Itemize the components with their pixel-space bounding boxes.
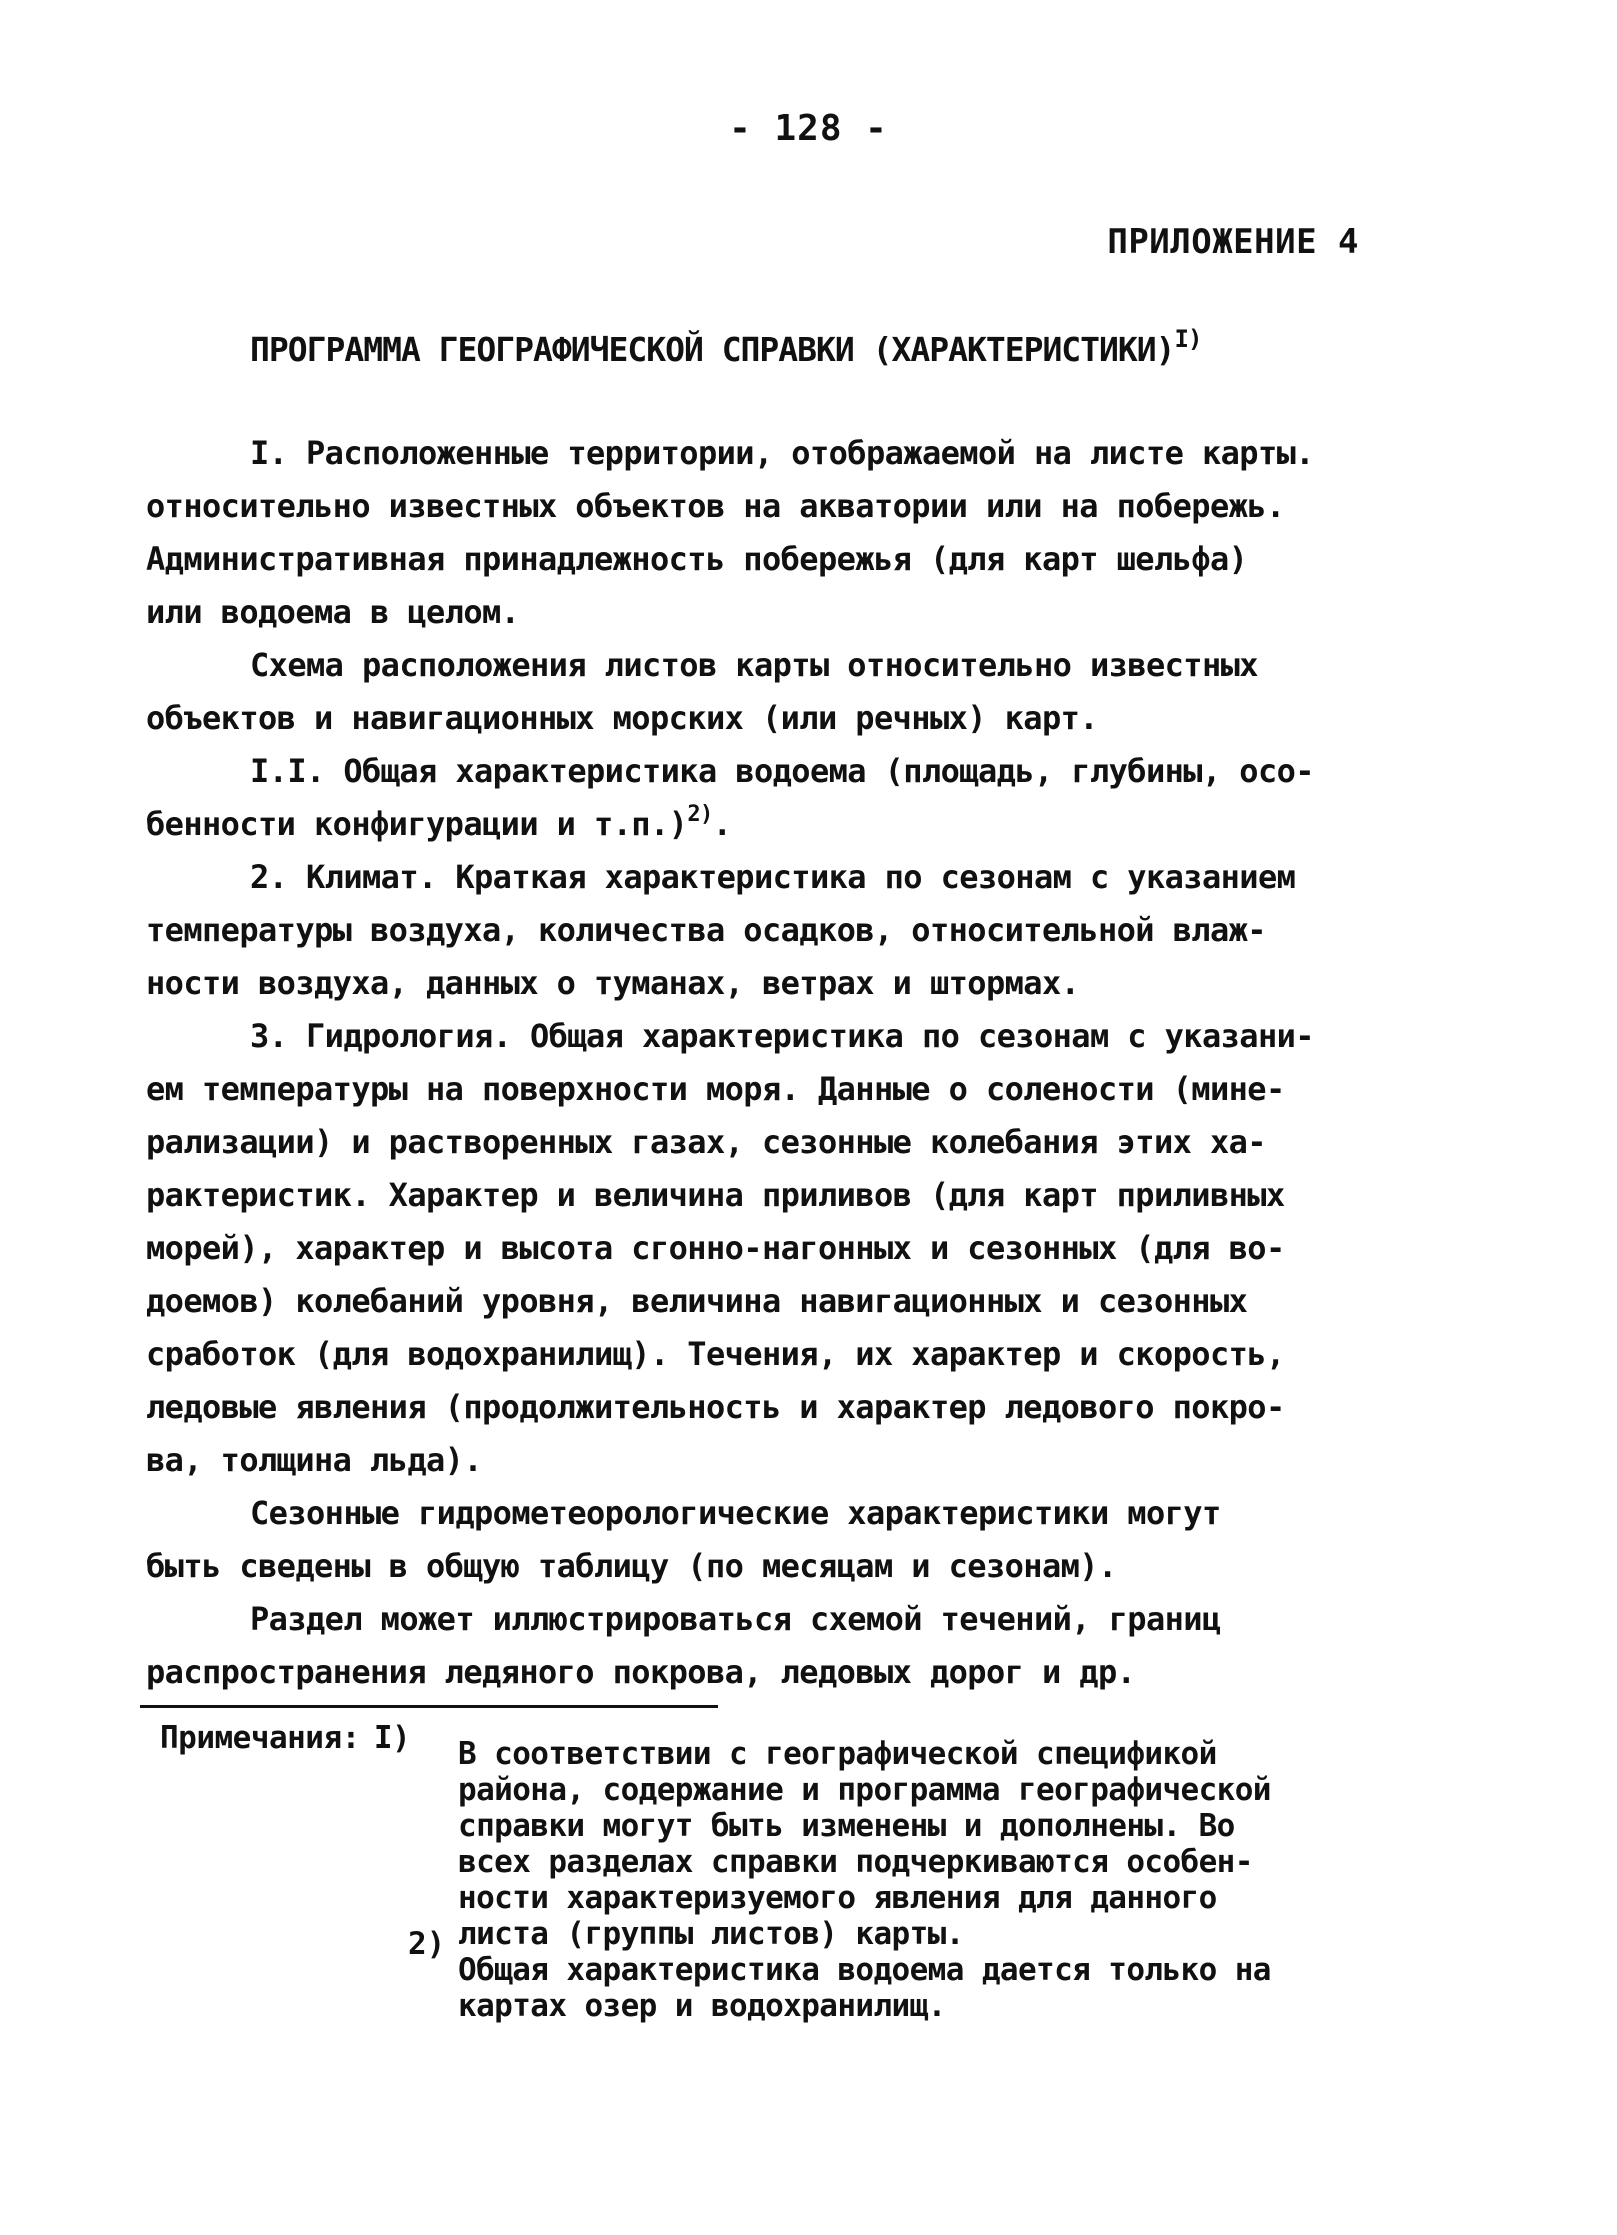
paragraph-3-end: . [712,805,732,843]
paragraph-5-line: ем температуры на поверхности моря. Данные о солености (мине- [146,1070,1285,1108]
page-number: - 128 - [729,108,888,149]
paragraph-3-text: бенности конфигурации и т.п.) [146,805,688,843]
paragraph-3-line: I.I. Общая характеристика водоема (площадь, глубины, осо- [250,752,1314,790]
paragraph-1-line: Административная принадлежность побережья (для карт шельфа) [146,540,1248,578]
paragraph-5-line: доемов) колебаний уровня, величина навигационных и сезонных [146,1282,1248,1320]
title-footnote-mark: I) [1174,325,1202,353]
note-1-line: справки могут быть изменены и дополнены. Во [458,1808,1235,1844]
paragraph-5-line: ва, толщина льда). [146,1441,482,1479]
note-1-line: всех разделах справки подчеркиваются особен- [458,1844,1253,1880]
paragraph-5-line: сработок (для водохранилищ). Течения, их характер и скорость, [146,1335,1285,1373]
paragraph-3-line [146,798,1486,851]
note-2-mark: 2) [408,1926,446,1962]
paragraph-5-line: рализации) и растворенных газах, сезонные колебания этих ха- [146,1123,1266,1161]
paragraph-4-line: 2. Климат. Краткая характеристика по сезонам с указанием [250,858,1296,896]
appendix-label: ПРИЛОЖЕНИЕ 4 [1107,222,1359,262]
paragraph-5-line: рактеристик. Характер и величина приливов (для карт приливных [146,1176,1285,1214]
note-1-mark: I) [373,1720,411,1756]
note-1 [458,1736,1271,1952]
paragraph-4-line: ности воздуха, данных о туманах, ветрах и штормах. [146,964,1080,1002]
note-1-line: ности характеризуемого явления для данного [458,1880,1217,1916]
note-2 [458,1952,1271,2024]
paragraph-5-line: ледовые явления (продолжительность и характер ледового покро- [146,1388,1285,1426]
paragraph-2-line: Схема расположения листов карты относительно известных [250,646,1258,684]
paragraph-7-line: распространения ледяного покрова, ледовых дорог и др. [146,1653,1136,1691]
paragraph-1-line: относительно известных объектов на акватории или на побережь. [146,487,1285,525]
document-title [250,325,1201,369]
notes-label-text: Примечания: [160,1720,360,1756]
document-title-text: ПРОГРАММА ГЕОГРАФИЧЕСКОЙ СПРАВКИ (ХАРАКТЕРИСТИКИ) [250,330,1175,369]
body-text [146,427,1486,1699]
footnote-divider [140,1705,718,1708]
note-2-line: картах озер и водохранилищ. [458,1988,946,2024]
footnote-2-mark: 2) [687,802,713,827]
note-1-line: района, содержание и программа географической [458,1772,1271,1808]
paragraph-2-line: объектов и навигационных морских (или речных) карт. [146,699,1098,737]
note-1-line: В соответствии с географической спецификой [458,1736,1217,1772]
notes-label [160,1720,410,1756]
paragraph-1-line: или водоема в целом. [146,593,520,631]
note-1-line: листа (группы листов) карты. [458,1916,964,1952]
paragraph-6-line: Сезонные гидрометеорологические характеристики могут [250,1494,1221,1532]
note-2-line: Общая характеристика водоема дается только на [458,1952,1271,1988]
paragraph-4-line: температуры воздуха, количества осадков, относительной влаж- [146,911,1266,949]
paragraph-5-line: морей), характер и высота сгонно-нагонных и сезонных (для во- [146,1229,1285,1267]
paragraph-6-line: быть сведены в общую таблицу (по месяцам и сезонам). [146,1547,1117,1585]
paragraph-7-line: Раздел может иллюстрироваться схемой течений, границ [250,1600,1221,1638]
paragraph-5-line: 3. Гидрология. Общая характеристика по сезонам с указани- [250,1017,1314,1055]
paragraph-1-line: I. Расположенные территории, отображаемой на листе карты. [250,434,1314,472]
